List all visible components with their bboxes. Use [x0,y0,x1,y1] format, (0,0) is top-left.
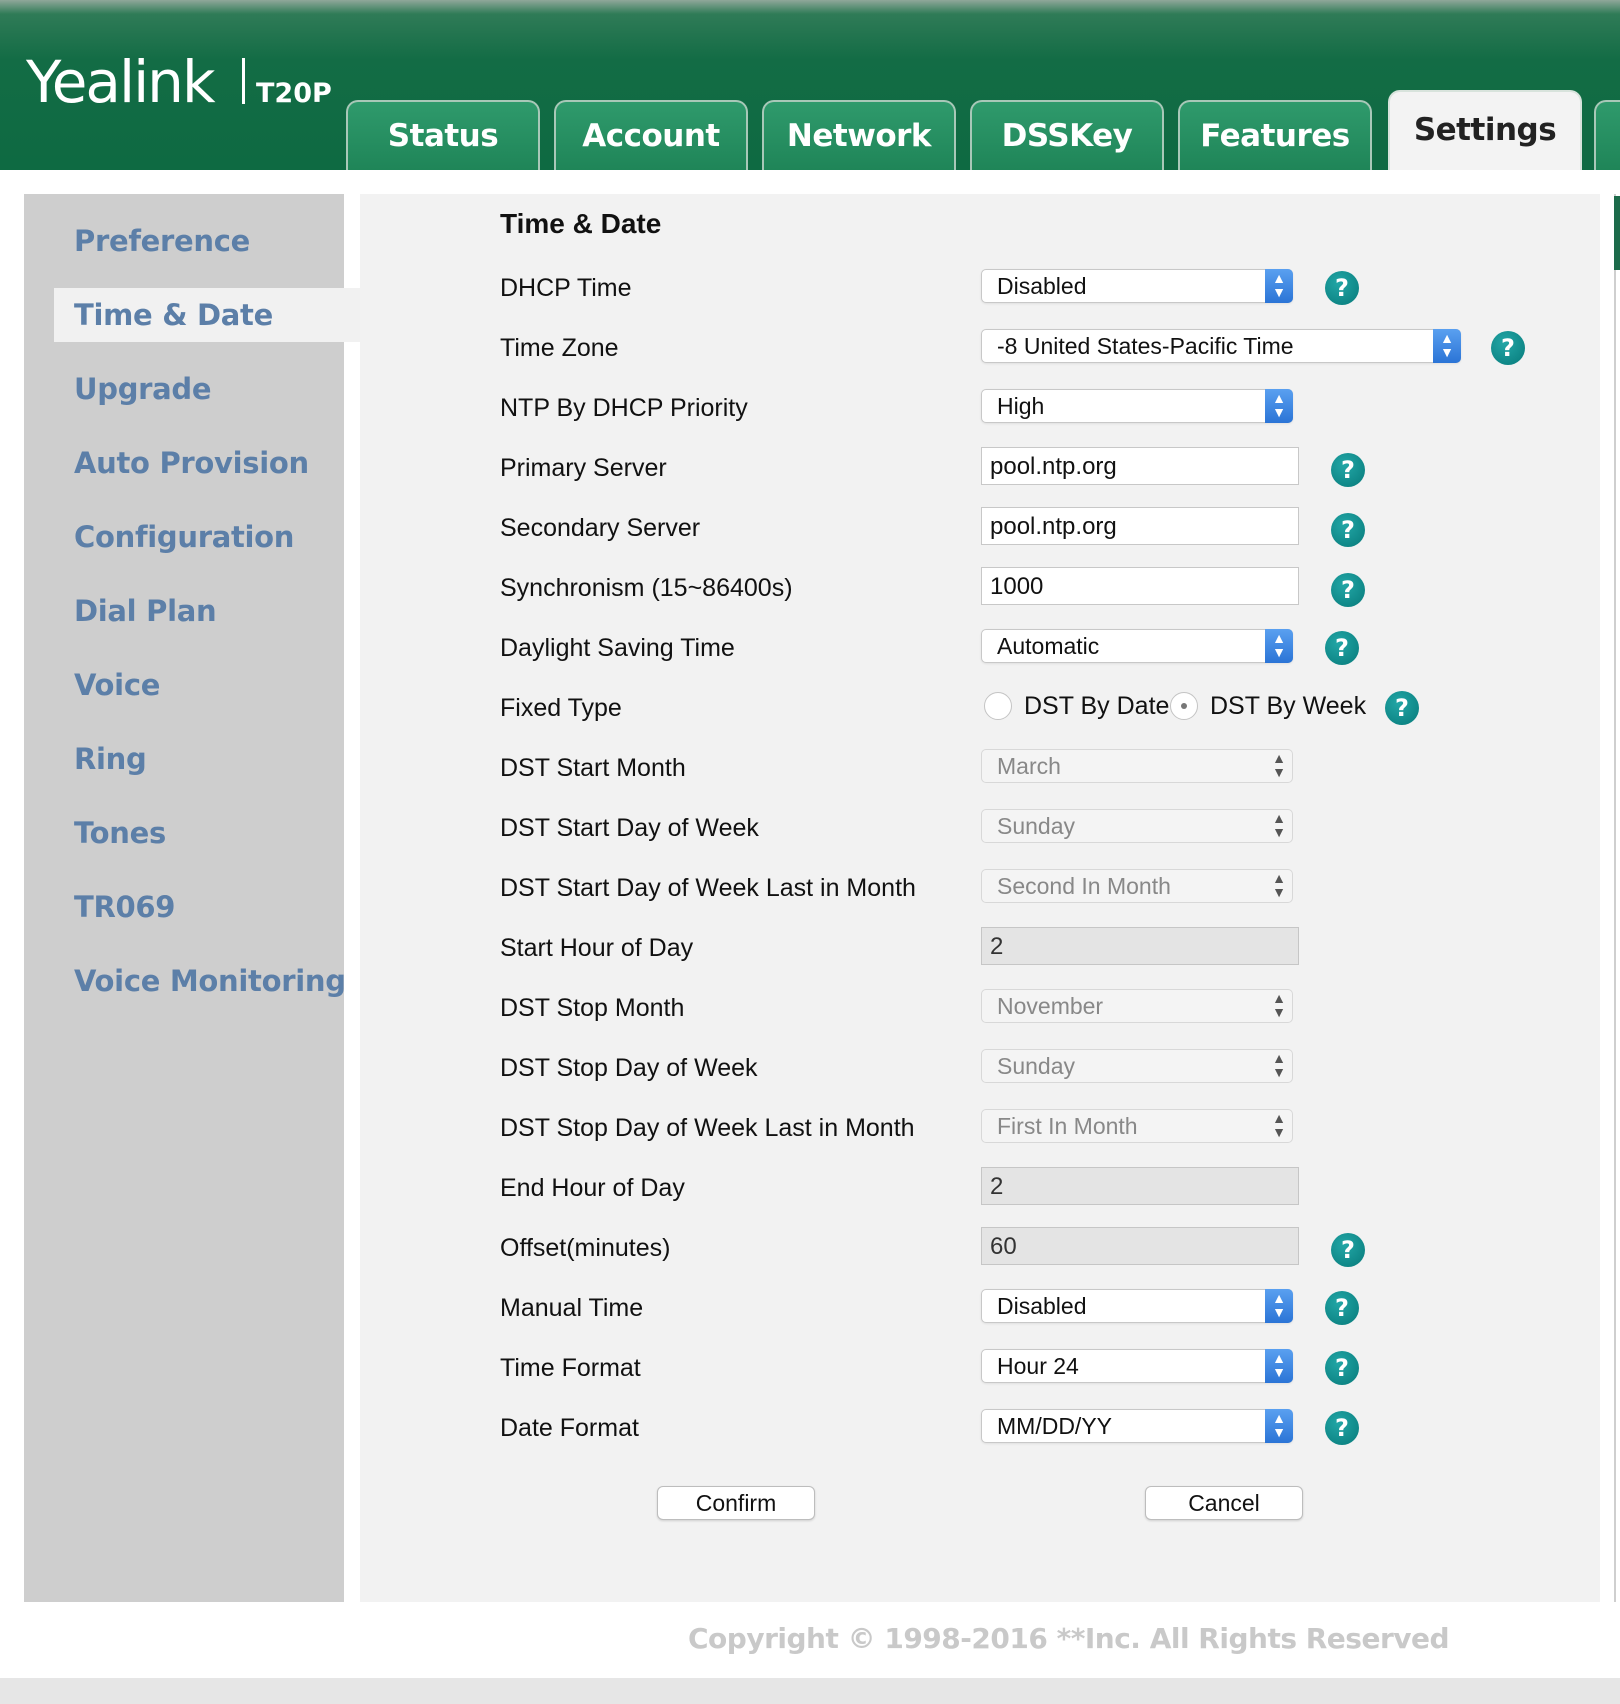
dst-by-week-radio[interactable] [1170,692,1198,720]
sidebar-item-voice[interactable]: Voice [74,668,161,702]
tab-settings[interactable]: Settings [1388,90,1582,170]
dst-start-month-value: March [997,753,1061,779]
time-format-select[interactable] [981,1349,1293,1383]
time-zone-value: -8 United States-Pacific Time [997,333,1294,359]
select-arrows-icon: ▲ ▼ [1272,1110,1286,1140]
secondary-server-input[interactable]: pool.ntp.org [981,507,1299,545]
select-arrows-icon: ▲ ▼ [1265,1289,1293,1323]
help-icon[interactable]: ? [1385,691,1419,725]
dst-stop-last-select[interactable] [981,1109,1293,1143]
dhcp-time-label: DHCP Time [500,274,632,302]
start-hour-input[interactable]: 2 [981,927,1299,965]
model-name: T20P [256,78,332,109]
help-icon[interactable]: ? [1491,331,1525,365]
select-arrows-icon: ▲ ▼ [1272,810,1286,840]
tab-features[interactable]: Features [1178,100,1372,170]
date-format-select[interactable] [981,1409,1293,1443]
primary-server-label: Primary Server [500,454,667,482]
help-icon[interactable]: ? [1331,513,1365,547]
brand-logo: Yealink [26,48,214,116]
ntp-priority-select[interactable] [981,389,1293,423]
help-icon[interactable]: ? [1325,271,1359,305]
dst-start-last-value: Second In Month [997,873,1171,899]
help-icon[interactable]: ? [1331,573,1365,607]
dst-start-month-select[interactable] [981,749,1293,783]
date-format-value: MM/DD/YY [997,1413,1112,1439]
copyright-text: Copyright © 1998-2016 **Inc. All Rights Reserved [688,1622,1450,1655]
dst-stop-last-label: DST Stop Day of Week Last in Month [500,1114,915,1142]
sidebar-item-upgrade[interactable]: Upgrade [74,372,212,406]
offset-label: Offset(minutes) [500,1234,671,1262]
manual-time-select[interactable] [981,1289,1293,1323]
end-hour-label: End Hour of Day [500,1174,685,1202]
time-format-label: Time Format [500,1354,641,1382]
synchronism-input[interactable]: 1000 [981,567,1299,605]
sidebar-item-tr069[interactable]: TR069 [74,890,176,924]
radio-selected-dot [1181,703,1187,709]
top-header [0,0,1620,170]
dst-by-date-label: DST By Date [1024,692,1170,720]
manual-time-value: Disabled [997,1293,1087,1319]
tab-account[interactable]: Account [554,100,748,170]
date-format-label: Date Format [500,1414,639,1442]
dst-stop-month-select[interactable] [981,989,1293,1023]
dst-start-last-label: DST Start Day of Week Last in Month [500,874,916,902]
dhcp-time-select[interactable] [981,269,1293,303]
select-arrows-icon: ▲ ▼ [1272,990,1286,1020]
dst-stop-dow-label: DST Stop Day of Week [500,1054,758,1082]
help-icon[interactable]: ? [1331,453,1365,487]
tab-overflow[interactable] [1594,100,1620,170]
time-zone-label: Time Zone [500,334,619,362]
manual-time-label: Manual Time [500,1294,644,1322]
select-arrows-icon: ▲ ▼ [1265,1409,1293,1443]
primary-server-input[interactable]: pool.ntp.org [981,447,1299,485]
ntp-priority-value: High [997,393,1045,419]
offset-input[interactable]: 60 [981,1227,1299,1265]
help-icon[interactable]: ? [1325,631,1359,665]
daylight-saving-select[interactable] [981,629,1293,663]
dst-start-last-select[interactable] [981,869,1293,903]
page-title: Time & Date [500,208,662,239]
tab-status[interactable]: Status [346,100,540,170]
sidebar-item-ring[interactable]: Ring [74,742,147,776]
help-icon[interactable]: ? [1325,1291,1359,1325]
select-arrows-icon: ▲ ▼ [1272,750,1286,780]
time-format-value: Hour 24 [997,1353,1079,1379]
select-arrows-icon: ▲ ▼ [1272,1050,1286,1080]
sidebar-item-preference[interactable]: Preference [74,224,250,258]
help-icon[interactable]: ? [1325,1411,1359,1445]
ntp-priority-label: NTP By DHCP Priority [500,394,748,422]
sidebar-item-voice-monitoring[interactable]: Voice Monitoring [74,964,346,998]
sidebar-item-tones[interactable]: Tones [74,816,166,850]
synchronism-label: Synchronism (15~86400s) [500,574,793,602]
daylight-saving-label: Daylight Saving Time [500,634,735,662]
select-arrows-icon: ▲ ▼ [1272,870,1286,900]
select-arrows-icon: ▲ ▼ [1265,389,1293,423]
help-icon[interactable]: ? [1331,1233,1365,1267]
right-border [1614,194,1616,1602]
cancel-button[interactable]: Cancel [1145,1486,1303,1520]
tab-dsskey[interactable]: DSSKey [970,100,1164,170]
dst-by-week-label: DST By Week [1210,692,1367,720]
sidebar-item-dial-plan[interactable]: Dial Plan [74,594,217,628]
sidebar-item-configuration[interactable]: Configuration [74,520,295,554]
dst-start-month-label: DST Start Month [500,754,686,782]
bottom-strip [0,1678,1620,1704]
help-icon[interactable]: ? [1325,1351,1359,1385]
dst-stop-month-value: November [997,993,1104,1019]
end-hour-input[interactable]: 2 [981,1167,1299,1205]
confirm-button[interactable]: Confirm [657,1486,815,1520]
daylight-saving-value: Automatic [997,633,1100,659]
select-arrows-icon: ▲ ▼ [1433,329,1461,363]
start-hour-label: Start Hour of Day [500,934,694,962]
dst-stop-last-value: First In Month [997,1113,1138,1139]
right-accent [1614,196,1620,270]
secondary-server-label: Secondary Server [500,514,701,542]
select-arrows-icon: ▲ ▼ [1265,629,1293,663]
sidebar-item-auto-provision[interactable]: Auto Provision [74,446,309,480]
time-zone-select[interactable] [981,329,1461,363]
sidebar-item-time-date[interactable]: Time & Date [74,298,273,332]
fixed-type-label: Fixed Type [500,694,622,722]
dhcp-time-value: Disabled [997,273,1087,299]
dst-stop-month-label: DST Stop Month [500,994,685,1022]
dst-start-dow-select[interactable] [981,809,1293,843]
select-arrows-icon: ▲ ▼ [1265,1349,1293,1383]
dst-stop-dow-value: Sunday [997,1053,1076,1079]
tab-network[interactable]: Network [762,100,956,170]
logo-divider [242,58,245,104]
dst-by-date-radio[interactable] [984,692,1012,720]
dst-start-dow-value: Sunday [997,813,1076,839]
dst-stop-dow-select[interactable] [981,1049,1293,1083]
select-arrows-icon: ▲ ▼ [1265,269,1293,303]
dst-start-dow-label: DST Start Day of Week [500,814,759,842]
